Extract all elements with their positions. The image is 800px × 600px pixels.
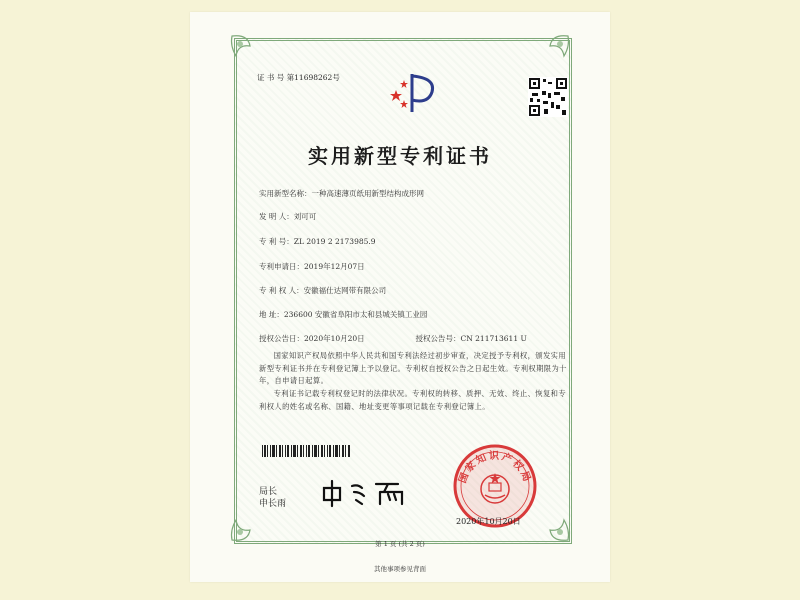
corner-ornament-bottom-left <box>228 504 268 544</box>
corner-ornament-bottom-right <box>532 504 572 544</box>
field-inventor: 发 明 人：刘可可 <box>259 212 317 221</box>
qr-code <box>528 77 568 117</box>
seal-date: 2020年10月20日 <box>456 517 521 526</box>
certificate-title: 实用新型专利证书 <box>308 144 492 168</box>
director-signature <box>318 478 418 508</box>
field-announcement: 授权公告日：2020年10月20日 授权公告号：CN 211713611 U <box>259 334 527 343</box>
barcode <box>262 445 352 457</box>
svg-text:国家知识产权局: 国家知识产权局 <box>457 451 533 485</box>
field-utility-model-name: 实用新型名称：一种高速薄页纸用新型结构成形网 <box>259 189 424 198</box>
certificate-number: 证 书 号 第11698262号 <box>257 73 340 82</box>
page-number: 第 1 页 (共 2 页) <box>375 540 425 548</box>
patent-office-logo-icon <box>386 70 438 116</box>
legal-paragraph-2: 专利证书记载专利权登记时的法律状况。专利权的转移、质押、无效、终止、恢复和专利权人的姓名或名称、国籍、地址变更等事项记载在专利登记簿上。 <box>259 389 567 411</box>
legal-paragraph-1: 国家知识产权局依照中华人民共和国专利法经过初步审查，决定授予专利权，颁发实用新型专利证书并在专利登记簿上予以登记。专利权自授权公告之日起生效。专利权期限为十年，自申请日起算。 <box>259 351 567 385</box>
director-name: 申长雨 <box>259 499 287 509</box>
corner-ornament-top-left <box>228 32 268 72</box>
field-address: 地 址：236600 安徽省阜阳市太和县城关镇工业园 <box>259 310 428 319</box>
footer-note: 其他事项参见背面 <box>374 565 426 573</box>
field-application-date: 专利申请日：2019年12月07日 <box>259 262 365 271</box>
corner-ornament-top-right <box>532 32 572 72</box>
field-patent-number: 专 利 号：ZL 2019 2 2173985.9 <box>259 237 376 246</box>
field-patentee: 专 利 权 人：安徽福仕达网带有限公司 <box>259 286 387 295</box>
bureau-title: 局长 <box>259 487 278 497</box>
